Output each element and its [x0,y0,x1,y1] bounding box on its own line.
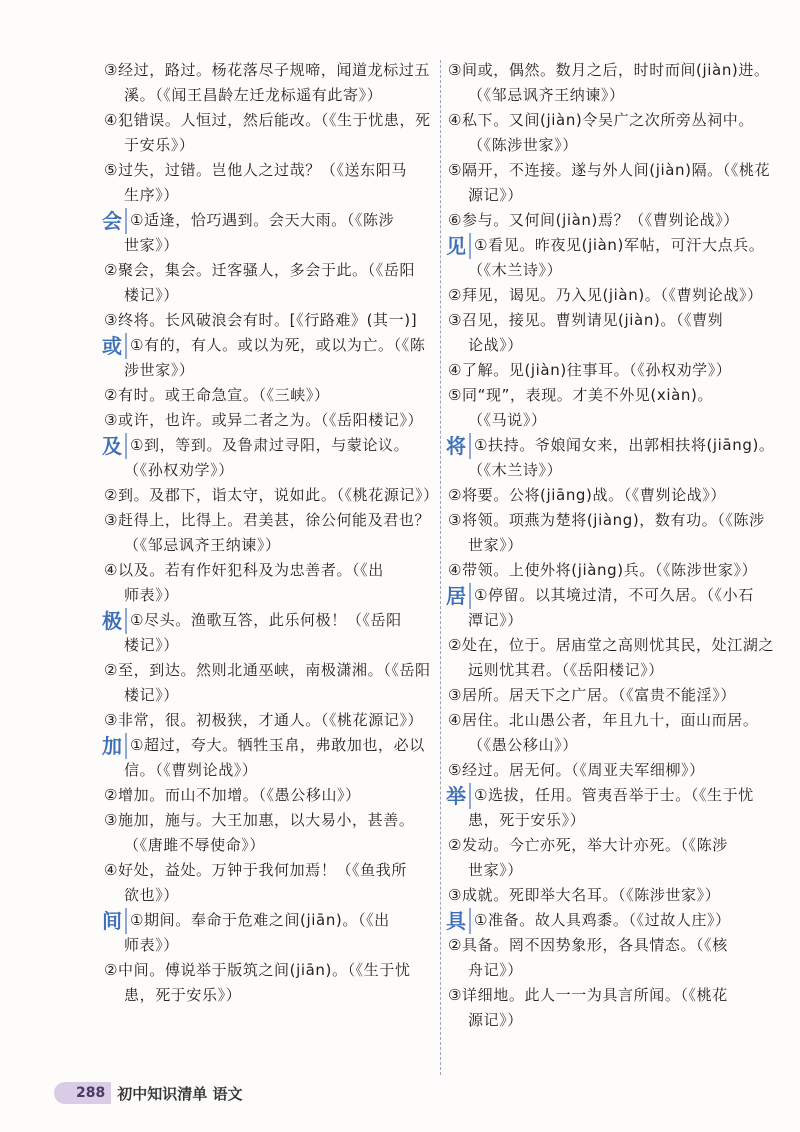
entry-text-line: ⑤同“现”，表现。才美不外见(xiàn)。 [448,386,714,404]
entry-text-line: （《木兰诗》） [468,261,563,279]
headword: 及 [102,433,127,459]
entry-text-line: （《邹忌讽齐王纳谏》） [124,536,281,554]
entry-text-line: ②聚会，集会。迁客骚人，多会于此。（《岳阳 [104,261,416,279]
sense-entry [104,508,438,558]
entry-text-line: ④以及。若有作奸犯科及为忠善者。（《出 [104,561,384,579]
entry-text-line: ①适逢，恰巧遇到。会天大雨。（《陈涉 [130,211,395,229]
entry-text-line: ②至，到达。然则北通巫峡，南极潇湘。（《岳阳 [104,661,431,679]
entry-text-line: 患，死于安乐》） [468,811,586,829]
entry-text-line: （《陈涉世家》） [468,136,578,154]
sense-entry [448,483,782,508]
entry-text-line: ②发动。今亡亦死，举大计亦死。（《陈涉 [448,836,728,854]
sense-entry [448,58,782,108]
entry-text-line: 潭记》） [468,611,523,629]
entry-text-line: 楼记》） [124,286,179,304]
left-column [104,58,438,1008]
entry-text-line: 溪。（《闻王昌龄左迁龙标遥有此寄》） [124,86,383,104]
right-column [448,58,782,1033]
sense-entry [448,983,782,1033]
entry-text-line: 生序》） [124,186,179,204]
entry-text-line: 世家》） [124,236,179,254]
entry-text-line: 世家》） [468,861,523,879]
entry-text-line: 涉世家》） [124,361,195,379]
entry-text-line: ④私下。又间(jiàn)令吴广之次所旁丛祠中。 [448,111,754,129]
entry-text-line: ②处在，位于。居庙堂之高则忧其民，处江湖之 [448,636,775,654]
sense-entry [104,483,438,508]
sense-entry [104,658,438,708]
entry-text-line: ③或许，也许。或异二者之为。（《岳阳楼记》） [104,411,424,429]
sense-entry [104,158,438,208]
entry-text-line: ①停留。以其境过清，不可久居。（《小石 [474,586,754,604]
sense-entry [448,508,782,558]
entry-text-line: ③详细地。此人一一为具言所闻。（《桃花 [448,986,728,1004]
entry-text-line: 欲也》） [124,886,179,904]
sense-entry [104,108,438,158]
headword-entry [448,783,782,833]
entry-text-line: ④了解。见(jiàn)往事耳。（《孙权劝学》） [448,361,732,379]
headword-entry [104,208,438,258]
headword-entry [448,908,782,933]
entry-text-line: （《马说》） [468,411,547,429]
sense-entry [104,558,438,608]
entry-text-line: 源记》） [468,1011,523,1029]
headword: 间 [102,908,127,934]
entry-text-line: ②增加。而山不加增。（《愚公移山》） [104,786,361,804]
entry-text-line: 舟记》） [468,961,523,979]
sense-entry [448,283,782,308]
sense-entry [104,783,438,808]
entry-text-line: 世家》） [468,536,523,554]
entry-text-line: ②中间。傅说举于版筑之间(jiān)。（《生于忧 [104,961,411,979]
sense-entry [104,383,438,408]
headword: 极 [102,608,127,634]
entry-text-line: 于安乐》） [124,136,195,154]
entry-text-line: 论战》） [468,336,523,354]
entry-text-line: ③将领。项燕为楚将(jiàng)，数有功。（《陈涉 [448,511,765,529]
entry-text-line: 信。（《曹刿论战》） [124,761,258,779]
headword-entry [448,233,782,283]
entry-text-line: ②拜见，谒见。乃入见(jiàn)。（《曹刿论战》） [448,286,763,304]
entry-text-line: ⑤过失，过错。岂他人之过哉？（《送东阳马 [104,161,407,179]
entry-text-line: ②将要。公将(jiāng)战。（《曹刿论战》） [448,486,727,504]
entry-text-line: ①看见。昨夜见(jiàn)军帖，可汗大点兵。 [474,236,765,254]
entry-text-line: ②到。及郡下，诣太守，说如此。（《桃花源记》） [104,486,439,504]
sense-entry [448,883,782,908]
headword: 加 [102,733,127,759]
entry-text-line: （《木兰诗》） [468,461,563,479]
entry-text-line: ③施加，施与。大王加惠，以大易小，甚善。 [104,811,415,829]
sense-entry [448,208,782,233]
page-number: 288 [54,1082,111,1104]
entry-text-line: ①有的，有人。或以为死，或以为亡。（《陈 [130,336,426,354]
sense-entry [448,358,782,383]
entry-text-line: ③非常，很。初极狭，才通人。（《桃花源记》） [104,711,424,729]
sense-entry [448,383,782,433]
headword: 举 [446,783,471,809]
sense-entry [448,933,782,983]
entry-text-line: ④犯错误。人恒过，然后能改。（《生于忧患，死 [104,111,431,129]
entry-text-line: （《邹忌讽齐王纳谏》） [468,86,625,104]
entry-text-line: ③居所。居天下之广居。（《富贵不能淫》） [448,686,736,704]
entry-text-line: 师表》） [124,586,179,604]
headword: 见 [446,233,471,259]
entry-text-line: ①尽头。渔歌互答，此乐何极！（《岳阳 [130,611,402,629]
entry-text-line: ①到，等到。及鲁肃过寻阳，与蒙论议。 [130,436,410,454]
entry-text-line: ①准备。故人具鸡黍。（《过故人庄》） [474,911,731,929]
entry-text-line: ③成就。死即举大名耳。（《陈涉世家》） [448,886,721,904]
entry-text-line: 师表》） [124,936,179,954]
entry-text-line: （《唐雎不辱使命》） [124,836,266,854]
entry-text-line: （《孙权劝学》） [124,461,234,479]
entry-text-line: ①期间。奉命于危难之间(jiān)。（《出 [130,911,390,929]
headword-entry [448,583,782,633]
entry-text-line: ②有时。或王命急宣。（《三峡》） [104,386,330,404]
headword: 具 [446,908,471,934]
headword: 会 [102,208,127,234]
entry-text-line: 患，死于安乐》） [124,986,242,1004]
sense-entry [448,833,782,883]
sense-entry [104,958,438,1008]
entry-text-line: ④居住。北山愚公者，年且九十，面山而居。 [448,711,759,729]
headword-entry [104,433,438,483]
sense-entry [104,808,438,858]
column-divider [440,60,441,1075]
headword: 将 [446,433,471,459]
sense-entry [104,858,438,908]
headword-entry [448,433,782,483]
headword-entry [104,333,438,383]
entry-text-line: ⑤经过。居无何。（《周亚夫军细柳》） [448,761,705,779]
entry-text-line: ③赶得上，比得上。君美甚，徐公何能及君也？ [104,511,431,529]
entry-text-line: （《愚公移山》） [468,736,578,754]
headword-entry [104,608,438,658]
book-title: 初中知识清单 语文 [117,1084,243,1103]
entry-text-line: 远则忧其君。（《岳阳楼记》） [468,661,664,679]
headword-entry [104,733,438,783]
entry-text-line: ④带领。上使外将(jiàng)兵。（《陈涉世家》） [448,561,758,579]
entry-text-line: ②具备。罔不因势象形，各具情态。（《核 [448,936,728,954]
entry-text-line: ③终将。长风破浪会有时。[《行路难》(其一)] [104,311,418,329]
entry-text-line: ①扶持。爷娘闻女来，出郭相扶将(jiāng)。 [474,436,775,454]
headword: 居 [446,583,471,609]
sense-entry [104,258,438,308]
sense-entry [448,708,782,758]
entry-text-line: 楼记》） [124,636,179,654]
sense-entry [448,558,782,583]
sense-entry [104,408,438,433]
entry-text-line: ③经过，路过。杨花落尽子规啼，闻道龙标过五 [104,61,431,79]
sense-entry [448,158,782,208]
entry-text-line: ①选拔，任用。管夷吾举于士。（《生于忧 [474,786,754,804]
entry-text-line: 楼记》） [124,686,179,704]
sense-entry [448,308,782,358]
entry-text-line: ⑥参与。又何间(jiàn)焉？（《曹刿论战》） [448,211,739,229]
sense-entry [104,58,438,108]
entry-text-line: ③召见，接见。曹刿请见(jiàn)。（《曹刿 [448,311,724,329]
entry-text-line: ①超过，夸大。牺牲玉帛，弗敢加也，必以 [130,736,425,754]
sense-entry [104,308,438,333]
page-footer [54,1080,242,1106]
sense-entry [448,758,782,783]
sense-entry [448,108,782,158]
entry-text-line: ⑤隔开，不连接。遂与外人间(jiàn)隔。（《桃花 [448,161,771,179]
headword-entry [104,908,438,958]
entry-text-line: ③间或，偶然。数月之后，时时而间(jiàn)进。 [448,61,770,79]
sense-entry [104,708,438,733]
entry-text-line: 源记》） [468,186,523,204]
headword: 或 [102,333,127,359]
sense-entry [448,633,782,683]
entry-text-line: ④好处，益处。万钟于我何加焉！（《鱼我所 [104,861,407,879]
sense-entry [448,683,782,708]
